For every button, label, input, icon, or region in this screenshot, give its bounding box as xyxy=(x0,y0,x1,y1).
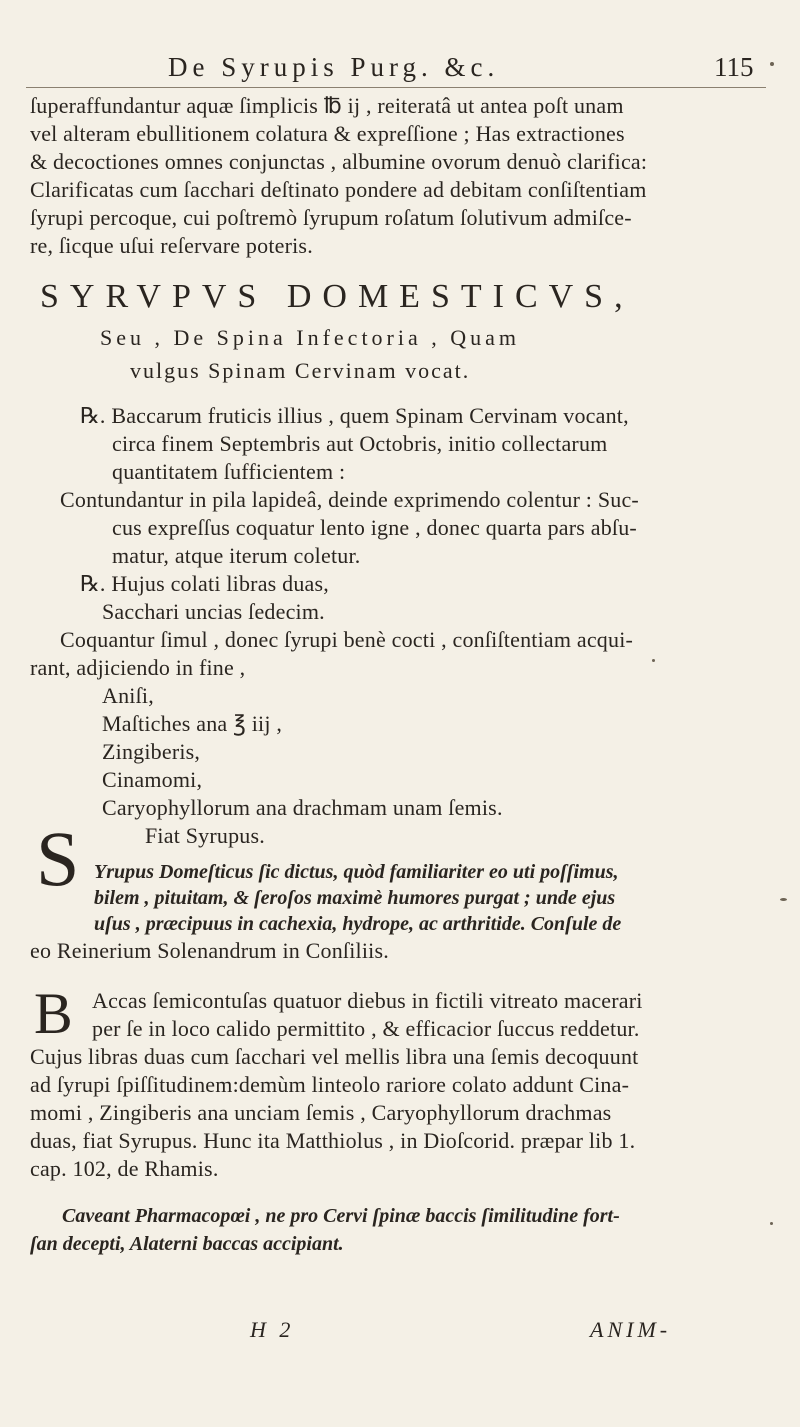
paper-speck xyxy=(780,898,787,901)
paper-speck xyxy=(770,1222,773,1225)
para1-line: bilem , pituitam, & ſeroſos maximè humores purgat ; unde ejus xyxy=(94,887,616,909)
recipe-line: cus expreſſus coquatur lento igne , donec quarta pars abſu- xyxy=(112,515,637,540)
intro-line: re, ſicque uſui reſervare poteris. xyxy=(30,233,313,258)
caveat-line: ſan decepti, Alaterni baccas accipiant. xyxy=(30,1233,344,1255)
subtitle-line: vulgus Spinam Cervinam vocat. xyxy=(130,358,471,383)
section-title: SYRVPVS DOMESTICVS, xyxy=(40,278,634,315)
recipe-line: rant, adjiciendo in fine , xyxy=(30,655,246,680)
recipe-line: Cinamomi, xyxy=(102,767,203,792)
drop-cap-b: B xyxy=(34,981,73,1046)
para2-line: per ſe in loco calido permittito , & efficacior ſuccus reddetur. xyxy=(92,1016,640,1041)
recipe-line: ℞. Hujus colati libras duas, xyxy=(80,571,329,596)
recipe-line: quantitatem ſufficientem : xyxy=(112,459,346,484)
recipe-line: matur, atque iterum coletur. xyxy=(112,543,361,568)
intro-line: & decoctiones omnes conjunctas , albumine ovorum denuò clarifica: xyxy=(30,149,648,174)
recipe-line: Aniſi, xyxy=(102,683,154,708)
para2-line: ad ſyrupi ſpiſſitudinem:demùm linteolo rariore colato addunt Cina- xyxy=(30,1072,630,1097)
recipe-line: ℞. Baccarum fruticis illius , quem Spinam Cervinam vocant, xyxy=(80,403,629,428)
recipe-line: Caryophyllorum ana drachmam unam ſemis. xyxy=(102,795,503,820)
recipe-line: Zingiberis, xyxy=(102,739,201,764)
drop-cap-s: S xyxy=(36,815,80,902)
catchword: ANIM- xyxy=(590,1317,672,1342)
running-title: De Syrupis Purg. &c. xyxy=(168,52,500,82)
intro-line: ſyrupi percoque, cui poſtremò ſyrupum roſatum ſolutivum admiſce- xyxy=(30,205,632,230)
intro-line: ſuperaffundantur aquæ ſimplicis ℔ ij , reiteratâ ut antea poſt unam xyxy=(30,93,624,118)
header-rule xyxy=(26,87,766,88)
para1-line: Yrupus Domeſticus ſic dictus, quòd familiariter eo uti poſſimus, xyxy=(94,861,619,883)
para2-line: Accas ſemicontuſas quatuor diebus in fictili vitreato macerari xyxy=(92,988,643,1013)
paper-speck xyxy=(770,62,774,66)
subtitle-line: Seu , De Spina Infectoria , Quam xyxy=(100,325,521,350)
recipe-line: Fiat Syrupus. xyxy=(145,823,265,848)
signature-mark: H 2 xyxy=(250,1317,295,1342)
recipe-line: Contundantur in pila lapideâ, deinde exprimendo colentur : Suc- xyxy=(60,487,639,512)
para1-line: uſus , præcipuus in cachexia, hydrope, ac arthritide. Conſule de xyxy=(94,913,622,935)
para2-line: Cujus libras duas cum ſacchari vel mellis libra una ſemis decoquunt xyxy=(30,1044,639,1069)
para2-line: momi , Zingiberis ana unciam ſemis , Caryophyllorum drachmas xyxy=(30,1100,612,1125)
recipe-line: Coquantur ſimul , donec ſyrupi benè cocti , conſiſtentiam acqui- xyxy=(60,627,634,652)
paper-speck xyxy=(652,659,655,662)
page-number: 115 xyxy=(714,52,754,82)
para1-line: eo Reinerium Solenandrum in Conſiliis. xyxy=(30,938,389,963)
caveat-line: Caveant Pharmacopœi , ne pro Cervi ſpinæ baccis ſimilitudine fort- xyxy=(62,1205,620,1227)
recipe-line: Sacchari uncias ſedecim. xyxy=(102,599,325,624)
para2-line: cap. 102, de Rhamis. xyxy=(30,1156,219,1181)
recipe-line: circa finem Septembris aut Octobris, initio collectarum xyxy=(112,431,608,456)
intro-line: vel alteram ebullitionem colatura & expreſſione ; Has extractiones xyxy=(30,121,625,146)
recipe-line: Maſtiches ana ℥ iij , xyxy=(102,711,283,736)
para2-line: duas, fiat Syrupus. Hunc ita Matthiolus , in Dioſcorid. præpar lib 1. xyxy=(30,1128,636,1153)
intro-line: Clarificatas cum ſacchari deſtinato pondere ad debitam conſiſtentiam xyxy=(30,177,647,202)
